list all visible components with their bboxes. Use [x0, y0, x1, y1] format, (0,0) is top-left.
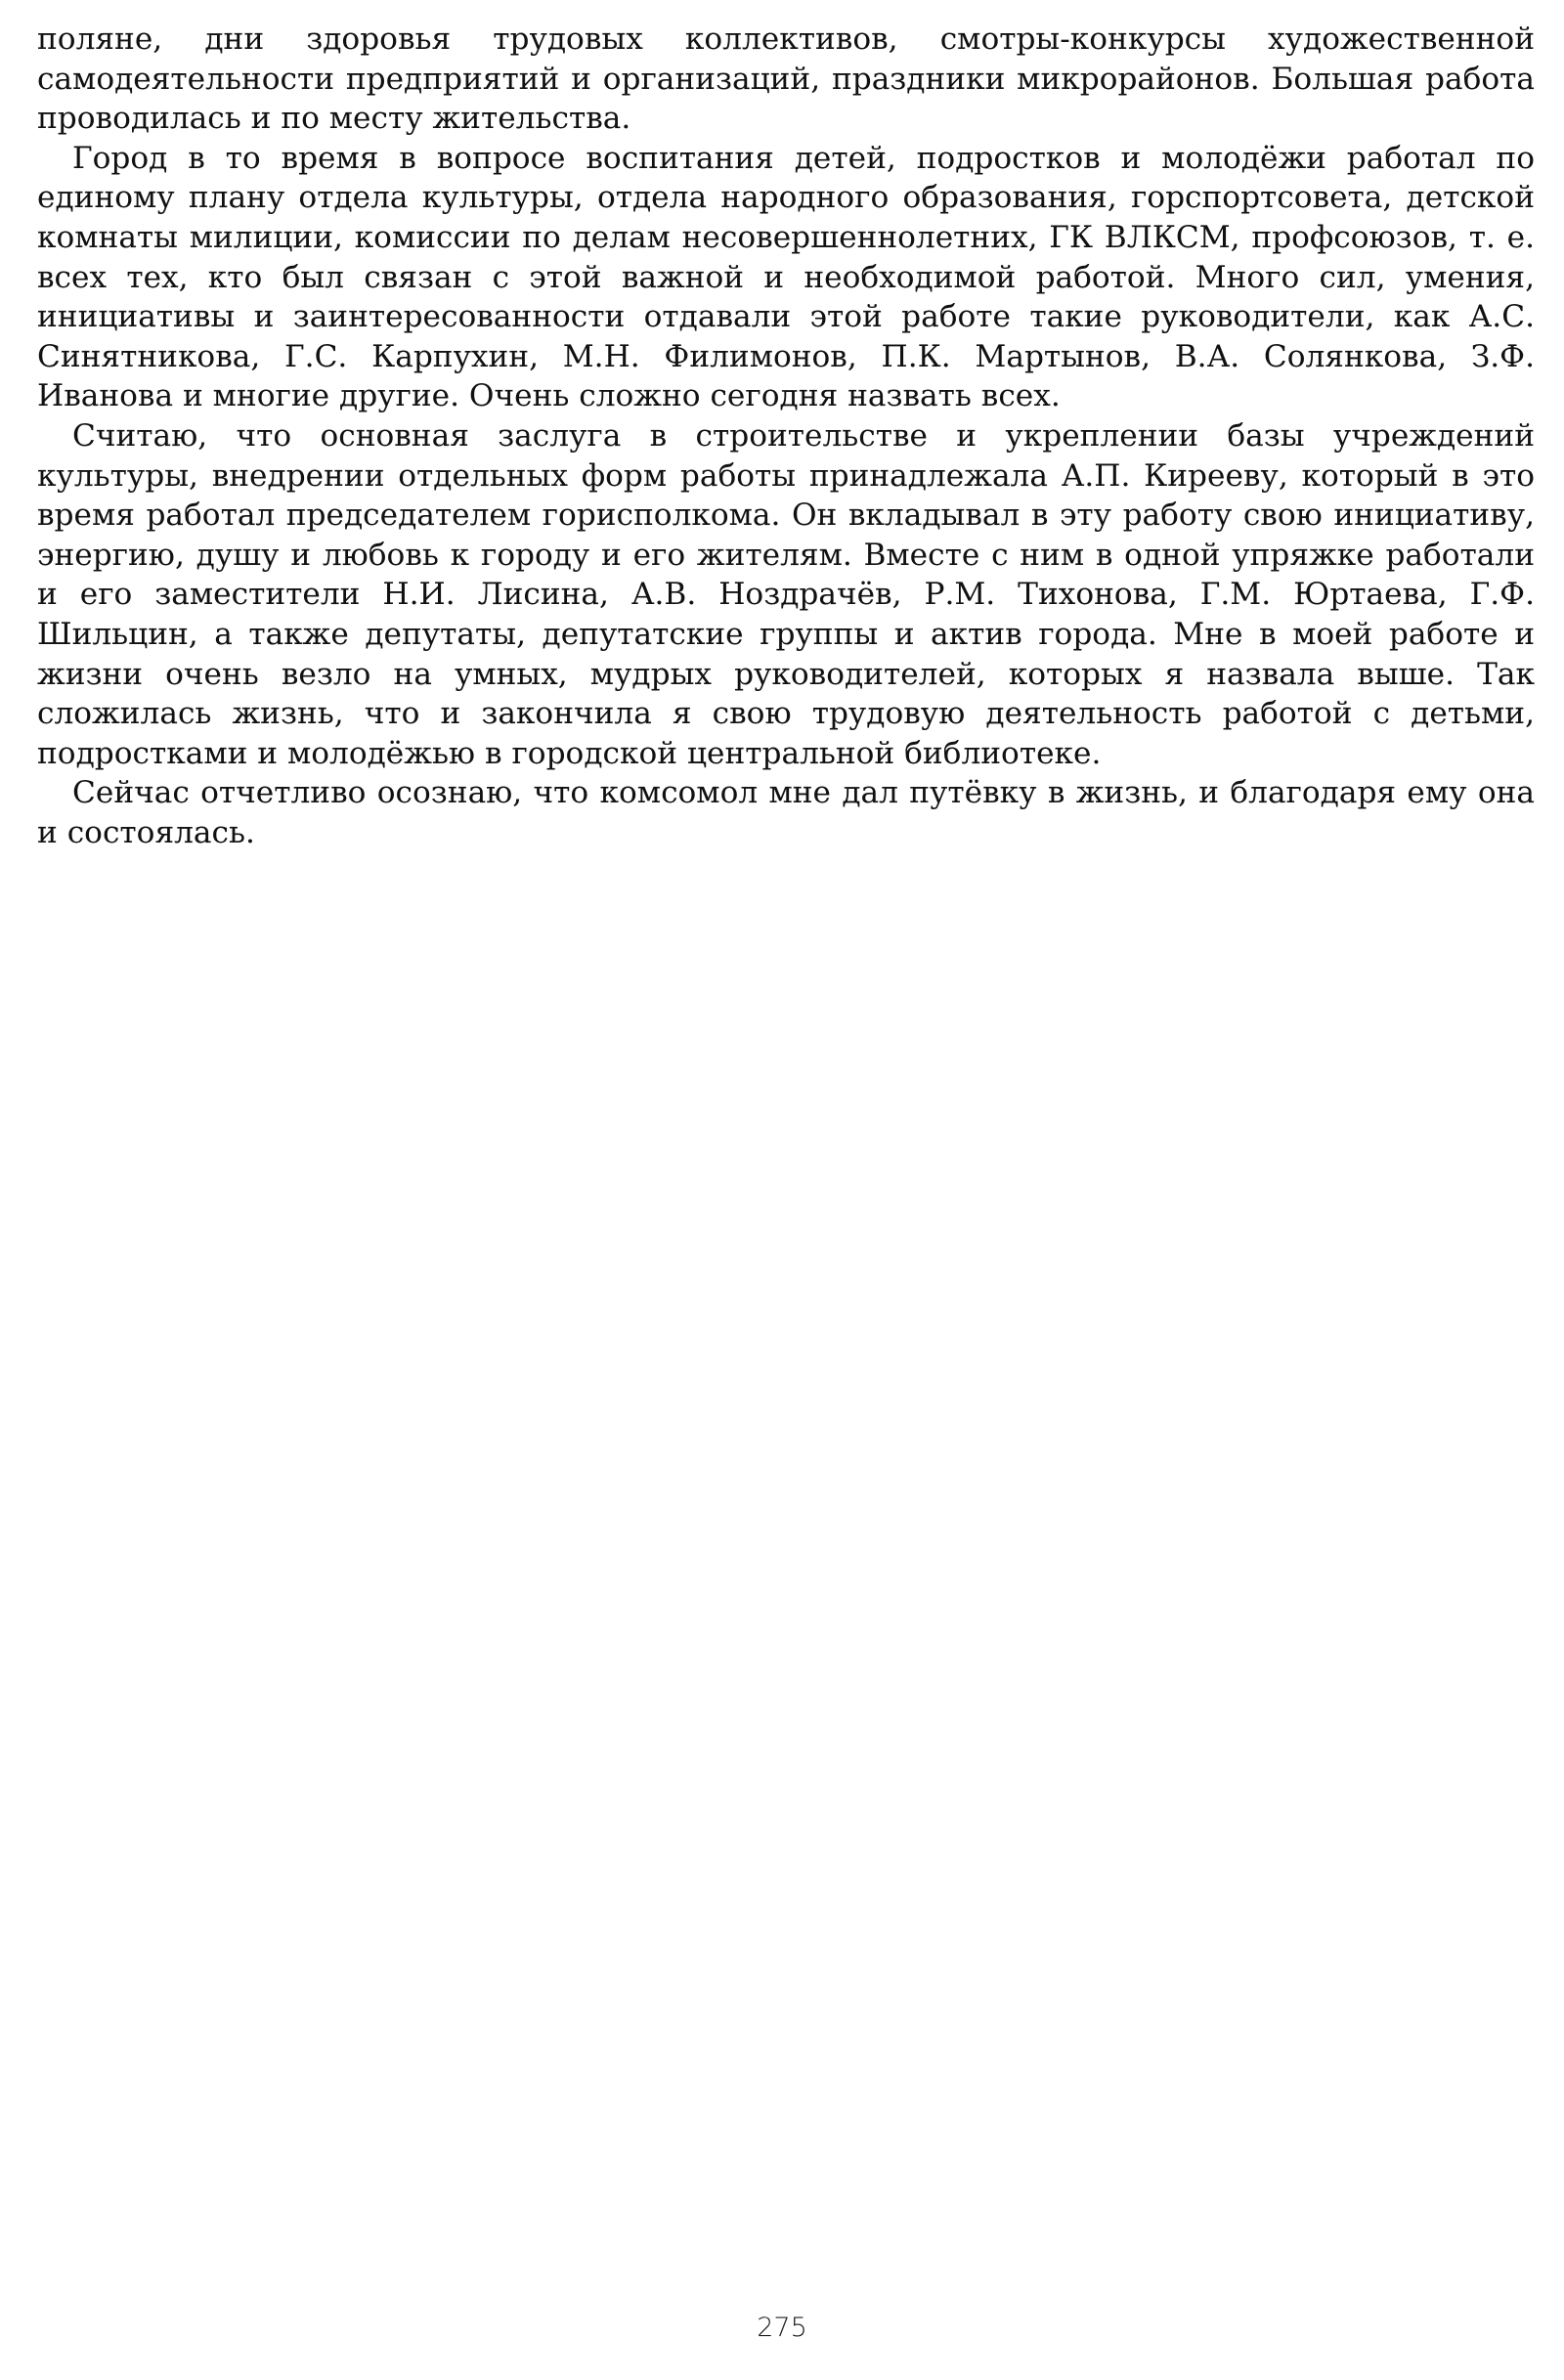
- paragraph-komsomol: Сейчас отчетливо осознаю, что комсомол мне дал путёвку в жизнь, и благодаря ему она и состоялась.: [37, 775, 1535, 850]
- paragraph-kireev: Считаю, что основная заслуга в строительстве и укреплении базы учреждений культуры, внедрении отдельных форм работы принадлежала А.П. Кирееву, который в это время работал председателем горисполкома. Он вкладывал в эту работу свою инициативу, энергию, душу и любовь к городу и его жителям. Вместе с ним в одной упряжке работали и его заместители Н.И. Лисина, А.В. Ноздрачёв, Р.М. Тихонова, Г.М. Юртаева, Г.Ф. Шильцин, а также депутаты, депутатские группы и актив города. Мне в моей работе и жизни очень везло на умных, мудрых руководителей, которых я назвала выше. Так сложилась жизнь, что и закончила я свою трудовую деятельность работой с детьми, подростками и молодёжью в городской центральной библиотеке.: [37, 417, 1535, 771]
- page-number: 275: [757, 2313, 807, 2343]
- body-text: [37, 20, 1535, 852]
- paragraph-continued: поляне, дни здоровья трудовых коллективов, смотры-конкурсы художественной самодеятельности предприятий и организаций, праздники микрорайонов. Большая работа проводилась и по месту жительства.: [37, 22, 1535, 137]
- paragraph-city-plan: Город в то время в вопросе воспитания детей, подростков и молодёжи работал по единому плану отдела культуры, отдела народного образования, горспортсовета, детской комнаты милиции, комиссии по делам несовершеннолетних, ГК ВЛКСМ, профсоюзов, т. е. всех тех, кто был связан с этой важной и необходимой работой. Много сил, умения, инициативы и заинтересованности отдавали этой работе такие руководители, как А.С. Синятникова, Г.С. Карпухин, М.Н. Филимонов, П.К. Мартынов, В.А. Солянкова, З.Ф. Иванова и многие другие. Очень сложно сегодня назвать всех.: [37, 140, 1535, 414]
